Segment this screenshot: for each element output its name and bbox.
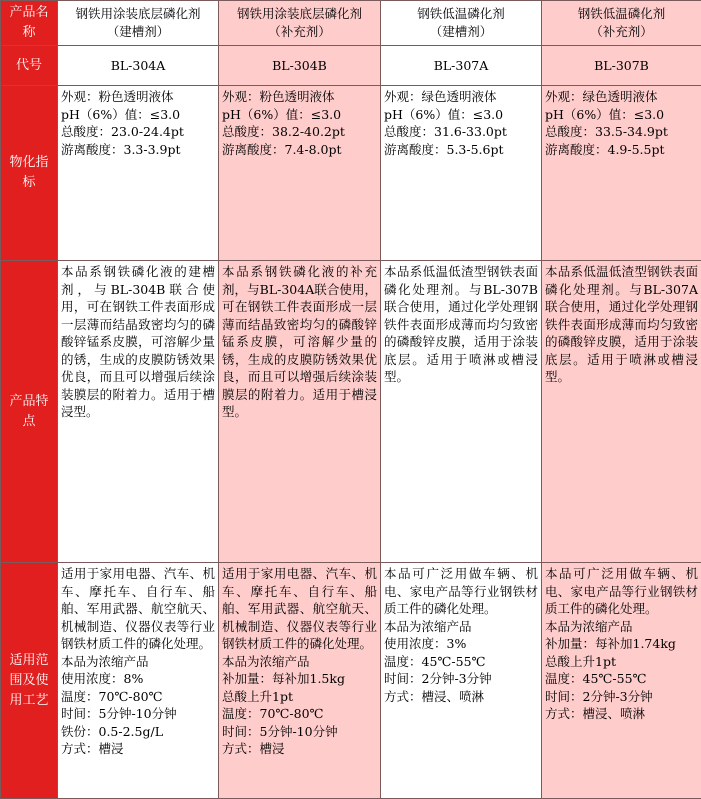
- spec-appearance: 外观：粉色透明液体: [61, 88, 215, 106]
- product-code: BL-304B: [219, 46, 381, 86]
- usage-item: 方式：槽浸、喷淋: [545, 705, 698, 723]
- spec-free-acidity: 游离酸度：7.4-8.0pt: [222, 141, 377, 159]
- usage-item: 本品为浓缩产品: [384, 618, 538, 636]
- usage-cell: [58, 563, 219, 799]
- usage-item: 方式：槽浸、喷淋: [384, 688, 538, 706]
- usage-description: 本品可广泛用做车辆、机电、家电产品等行业钢铁材质工件的磷化处理。: [545, 565, 698, 618]
- row-usage: [1, 563, 701, 799]
- usage-item: 时间：5分钟-10分钟: [61, 705, 215, 723]
- usage-item: 补加量：每补加1.5kg: [222, 670, 377, 688]
- row-label-features: 产品特点: [1, 261, 58, 563]
- row-label-code: 代号: [1, 46, 58, 86]
- spec-free-acidity: 游离酸度：4.9-5.5pt: [545, 141, 698, 159]
- spec-total-acidity: 总酸度：38.2-40.2pt: [222, 123, 377, 141]
- physchem-cell: [542, 86, 701, 261]
- product-code: BL-307B: [542, 46, 701, 86]
- product-name-cell: [381, 1, 542, 46]
- row-product-name: [1, 1, 701, 46]
- spec-ph: pH（6%）值：≤3.0: [222, 106, 377, 124]
- row-label-usage: 适用范围及使用工艺: [1, 563, 58, 799]
- spec-ph: pH（6%）值：≤3.0: [545, 106, 698, 124]
- physchem-cell: [219, 86, 381, 261]
- spec-total-acidity: 总酸度：31.6-33.0pt: [384, 123, 538, 141]
- usage-item: 温度：70℃-80℃: [61, 688, 215, 706]
- spec-free-acidity: 游离酸度：3.3-3.9pt: [61, 141, 215, 159]
- physchem-cell: [381, 86, 542, 261]
- features-cell: [381, 261, 542, 563]
- product-type: （建槽剂）: [384, 23, 538, 41]
- usage-item: 铁份：0.5-2.5g/L: [61, 723, 215, 741]
- usage-item: 方式：槽浸: [61, 740, 215, 758]
- spec-total-acidity: 总酸度：23.0-24.4pt: [61, 123, 215, 141]
- features-text: 本品系钢铁磷化液的建槽剂，与BL-304B联合使用，可在钢铁工件表面形成一层薄而结晶致密均匀的磷酸锌锰系皮膜，可溶解少量的锈，生成的皮膜防锈效果优良，而且可以增强后续涂装膜层的附着力。适用于槽浸型。: [61, 263, 215, 421]
- features-cell: [219, 261, 381, 563]
- usage-cell: [542, 563, 701, 799]
- usage-item: 使用浓度：3%: [384, 635, 538, 653]
- usage-item: 温度：45℃-55℃: [545, 670, 698, 688]
- spec-free-acidity: 游离酸度：5.3-5.6pt: [384, 141, 538, 159]
- features-cell: [542, 261, 701, 563]
- usage-item: 补加量：每补加1.74kg: [545, 635, 698, 653]
- product-name: 钢铁低温磷化剂: [384, 5, 538, 23]
- row-physchem: [1, 86, 701, 261]
- product-type: （补充剂）: [545, 23, 698, 41]
- physchem-cell: [58, 86, 219, 261]
- product-name-cell: [219, 1, 381, 46]
- product-name: 钢铁用涂装底层磷化剂: [61, 5, 215, 23]
- features-text: 本品系低温低渣型钢铁表面磷化处理剂。与BL-307B联合使用，通过化学处理钢铁件表面形成薄而均匀致密的磷酸锌皮膜，适用于涂装底层。适用于喷淋或槽浸型。: [384, 263, 538, 386]
- product-name-cell: [58, 1, 219, 46]
- row-features: [1, 261, 701, 563]
- usage-item: 使用浓度：8%: [61, 670, 215, 688]
- features-text: 本品系低温低渣型钢铁表面磷化处理剂。与BL-307A联合使用，通过化学处理钢铁件表面形成薄而均匀致密的磷酸锌皮膜，适用于涂装底层。适用于喷淋或槽浸型。: [545, 263, 698, 386]
- product-type: （建槽剂）: [61, 23, 215, 41]
- spec-ph: pH（6%）值：≤3.0: [384, 106, 538, 124]
- spec-appearance: 外观：粉色透明液体: [222, 88, 377, 106]
- product-code: BL-304A: [58, 46, 219, 86]
- row-label-product-name: 产品名称: [1, 1, 58, 46]
- usage-item: 温度：45℃-55℃: [384, 653, 538, 671]
- usage-description: 适用于家用电器、汽车、机车、摩托车、自行车、船舶、军用武器、航空航天、机械制造、仪器仪表等行业钢铁材质工件的磷化处理。: [222, 565, 377, 653]
- row-label-physchem: 物化指标: [1, 86, 58, 261]
- spec-appearance: 外观：绿色透明液体: [545, 88, 698, 106]
- spec-total-acidity: 总酸度：33.5-34.9pt: [545, 123, 698, 141]
- usage-item: 本品为浓缩产品: [545, 618, 698, 636]
- usage-item: 总酸上升1pt: [545, 653, 698, 671]
- product-name-cell: [542, 1, 701, 46]
- product-name: 钢铁用涂装底层磷化剂: [222, 5, 377, 23]
- usage-item: 时间：5分钟-10分钟: [222, 723, 377, 741]
- product-code: BL-307A: [381, 46, 542, 86]
- usage-item: 时间：2分钟-3分钟: [384, 670, 538, 688]
- usage-item: 总酸上升1pt: [222, 688, 377, 706]
- usage-item: 方式：槽浸: [222, 740, 377, 758]
- features-cell: [58, 261, 219, 563]
- usage-item: 本品为浓缩产品: [61, 653, 215, 671]
- usage-cell: [219, 563, 381, 799]
- usage-item: 温度：70℃-80℃: [222, 705, 377, 723]
- features-text: 本品系钢铁磷化液的补充剂，与BL-304A联合使用，可在钢铁工件表面形成一层薄而结晶致密均匀的磷酸锌锰系皮膜，可溶解少量的锈，生成的皮膜防锈效果优良，而且可以增强后续涂装膜层的附着力。适用于槽浸型。: [222, 263, 377, 421]
- spec-appearance: 外观：绿色透明液体: [384, 88, 538, 106]
- usage-item: 时间：2分钟-3分钟: [545, 688, 698, 706]
- spec-ph: pH（6%）值：≤3.0: [61, 106, 215, 124]
- usage-description: 本品可广泛用做车辆、机电、家电产品等行业钢铁材质工件的磷化处理。: [384, 565, 538, 618]
- usage-item: 本品为浓缩产品: [222, 653, 377, 671]
- usage-description: 适用于家用电器、汽车、机车、摩托车、自行车、船舶、军用武器、航空航天、机械制造、仪器仪表等行业钢铁材质工件的磷化处理。: [61, 565, 215, 653]
- product-type: （补充剂）: [222, 23, 377, 41]
- row-code: [1, 46, 701, 86]
- product-name: 钢铁低温磷化剂: [545, 5, 698, 23]
- usage-cell: [381, 563, 542, 799]
